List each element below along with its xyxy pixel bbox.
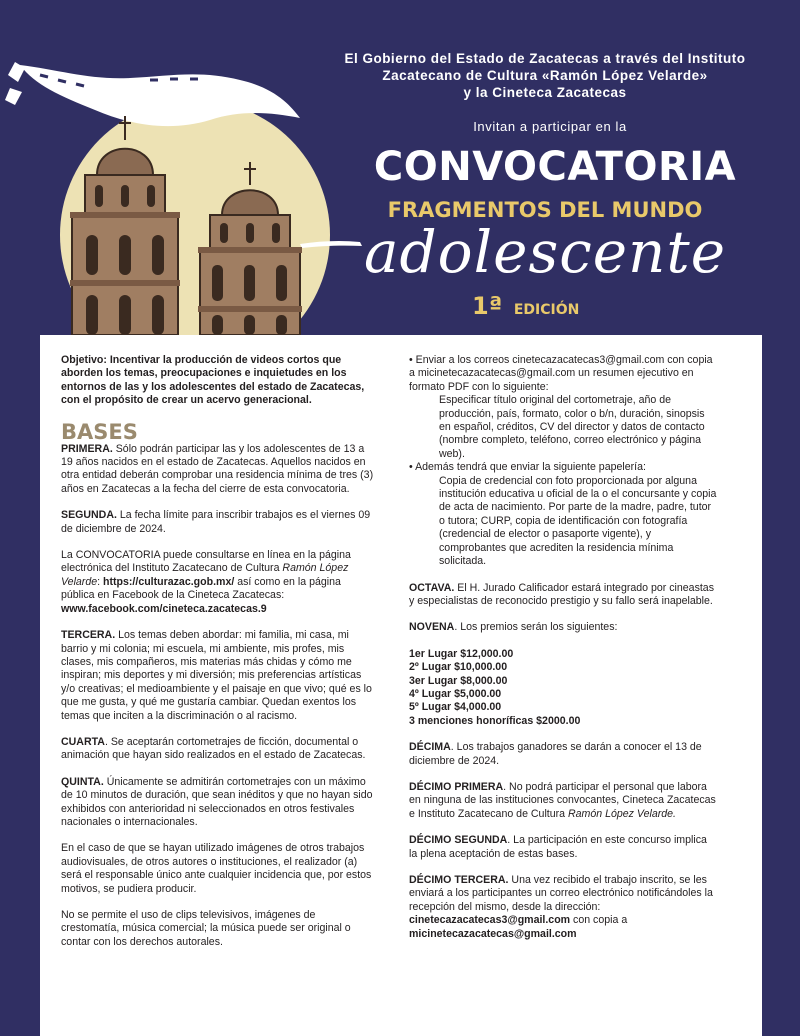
- subtitle-fragmentos: FRAGMENTOS DEL MUNDO: [387, 198, 703, 222]
- intro-text: [300, 50, 790, 101]
- clause-decima-tercera: [409, 874, 717, 941]
- consulta-text: La CONVOCATORIA puede consultarse en línea en la página electrónica del Instituto Zacatecano de Cultura: [61, 549, 351, 575]
- clause-text: El H. Jurado Calificador estará integrado por cineastas y especialistas de reconocido prestigio y su fallo será inapelable.: [409, 581, 714, 607]
- clause-tercera: [61, 629, 376, 723]
- clause-text: Sólo podrán participar las y los adolescentes de 13 a 19 años nacidos en el estado de Zacatecas. Aquellos nacidos en otra entidad deberán comprobar una residencia mínima de tres (3) años en Zacatecas a la fecha del cierre de esta convocatoria.: [61, 442, 374, 495]
- film-ribbon-tail: [5, 62, 25, 105]
- caso-paragraph: En el caso de que se hayan utilizado imágenes de otros trabajos audiovisuales, de otros autores o instituciones, el realizador (a) será el responsable único ante cualquier incidencia que, por estos motivos, se pudiera producir.: [61, 842, 372, 895]
- intro-line: El Gobierno del Estado de Zacatecas a través del Instituto: [344, 51, 746, 66]
- clause-text: . La participación en este concurso implica la plena aceptación de estas bases.: [409, 834, 707, 860]
- clause-label: DÉCIMO PRIMERA: [409, 780, 504, 793]
- clause-label: SEGUNDA.: [61, 509, 117, 522]
- papeleria-details: Copia de credencial con foto proporcionada por alguna institución educativa u oficial de la o el concursante y copia de acta de nacimiento. Por parte de la madre, padre, tutor o tutora; CURP, copia de identificación con fotografía (credencial de elector o pasaporte vigente), y comprobantes que acrediten la residencia mínima solicitada.: [439, 474, 717, 568]
- clause-label: DÉCIMO TERCERA.: [409, 874, 509, 886]
- clips-paragraph: No se permite el uso de clips televisivos, imágenes de crestomatía, música comercial; la música puede ser original o contar con los derechos autorales.: [61, 909, 351, 948]
- prize-list: [409, 648, 717, 728]
- clause-cuarta: [61, 736, 376, 763]
- clause-text: . Los trabajos ganadores se darán a conocer el 13 de diciembre de 2024.: [409, 741, 702, 767]
- consulta-paragraph: [61, 549, 376, 616]
- facebook-link[interactable]: www.facebook.com/cineteca.zacatecas.9: [61, 602, 267, 615]
- clause-novena: [409, 621, 717, 634]
- bases-heading: BASES: [61, 419, 138, 444]
- clause-text: La fecha límite para inscribir trabajos es el viernes 09 de diciembre de 2024.: [61, 509, 371, 535]
- papeleria-bullet: • Además tendrá que enviar la siguiente papelería:: [409, 461, 646, 474]
- clause-text: con copia a: [570, 914, 628, 927]
- clause-label: DÉCIMO SEGUNDA: [409, 834, 508, 847]
- institute-name: Ramón López Velarde.: [568, 807, 676, 820]
- subtitle-adolescente: adolescente: [363, 218, 727, 286]
- clause-label: CUARTA: [61, 735, 105, 748]
- edition-badge: [472, 292, 579, 320]
- prize-item: 1er Lugar $12,000.00: [409, 647, 514, 660]
- clause-label: QUINTA.: [61, 775, 104, 788]
- clause-text: . No podrá participar el personal que labora en ninguna de las instituciones convocantes, Cineteca Zacatecas e Instituto Zacatecano de Cultura: [409, 780, 716, 820]
- clause-segunda: [61, 509, 376, 536]
- clause-label: PRIMERA.: [61, 442, 113, 455]
- clause-text: . Los premios serán los siguientes:: [454, 621, 618, 634]
- edition-number: 1ª: [472, 292, 503, 320]
- culturazac-link[interactable]: https://culturazac.gob.mx/: [103, 575, 235, 588]
- clause-text: Los temas deben abordar: mi familia, mi casa, mi barrio y mi colonia; mi escuela, mi ambiente, mis profes, mis clases, mis compañeros, mis materias más chidas y cómo me inspiran; mis deportes y mi diversión; mis preferencias artísticas y/o creativas; el medioambiente y el paisaje en que vivo; qué es lo que me gusta, y qué me gustaría cambiar. Quedan exentos los temas que inciten a la discriminación o al racismo.: [61, 629, 372, 722]
- edition-label: EDICIÓN: [513, 302, 580, 318]
- prize-item: 2º Lugar $10,000.00: [409, 661, 508, 674]
- content-panel: [40, 335, 762, 1036]
- clause-label: TERCERA.: [61, 629, 116, 642]
- clause-text: . Se aceptarán cortometrajes de ficción, documental o animación que hayan sido realizados en el estado de Zacatecas.: [61, 735, 366, 762]
- title-convocatoria: CONVOCATORIA: [373, 144, 737, 190]
- clause-decima-primera: [409, 781, 717, 821]
- prize-item: 3 menciones honoríficas $2000.00: [409, 714, 581, 727]
- enviar-details: Especificar título original del cortometraje, año de producción, país, formato, color o b/n, duración, sinopsis en español, créditos, CV del director y datos de contacto (nombre completo, teléfono, correo electrónico y página web).: [439, 394, 705, 460]
- prize-item: 4º Lugar $5,000.00: [409, 687, 502, 700]
- enviar-bullet: • Enviar a los correos cinetecazacatecas3@gmail.com con copia a micinetecazacatecas@gmail.com un resumen ejecutivo en formato PDF con lo siguiente:: [409, 354, 713, 393]
- clause-label: OCTAVA.: [409, 581, 455, 594]
- intro-line: Zacatecano de Cultura «Ramón López Velarde»: [382, 68, 708, 83]
- objective-paragraph: Objetivo: Incentivar la producción de videos cortos que aborden los temas, preocupaciones e inquietudes en los entornos de las y los adolescentes del estado de Zacatecas, con el propósito de crear un acervo generacional.: [61, 354, 365, 407]
- consulta-text: :: [97, 575, 104, 588]
- right-column: [409, 354, 717, 954]
- prize-item: 3er Lugar $8,000.00: [409, 674, 508, 687]
- clause-label: NOVENA: [409, 621, 455, 634]
- email-link-1[interactable]: cinetecazacatecas3@gmail.com: [409, 914, 571, 927]
- consulta-text: así como en la página pública en Facebook de la Cineteca Zacatecas:: [61, 575, 341, 602]
- invitation-line: Invitan a participar en la: [473, 119, 627, 134]
- email-link-2[interactable]: micinetecazacatecas@gmail.com: [409, 927, 577, 940]
- clause-primera: [61, 443, 376, 497]
- clause-text: Únicamente se admitirán cortometrajes con un máximo de 10 minutos de duración, que sean inéditos y que no hayan sido exhibidos con anterioridad ni seleccionados en otros festivales nacionales o internacionales.: [61, 775, 373, 828]
- clause-label: DÉCIMA: [409, 741, 451, 754]
- intro-line: y la Cineteca Zacatecas: [463, 85, 627, 100]
- clause-quinta: [61, 776, 376, 830]
- clause-text: Una vez recibido el trabajo inscrito, se les enviará a los participantes un correo electrónico notificándoles la recepción del mismo, desde la dirección:: [409, 874, 713, 913]
- institute-name: Ramón López Velarde: [61, 562, 349, 588]
- clause-decima-segunda: [409, 834, 717, 861]
- prize-item: 5º Lugar $4,000.00: [409, 701, 502, 714]
- clause-octava: [409, 582, 717, 609]
- clause-decima: [409, 741, 717, 768]
- poster-header: [0, 0, 800, 335]
- left-column: [61, 354, 376, 962]
